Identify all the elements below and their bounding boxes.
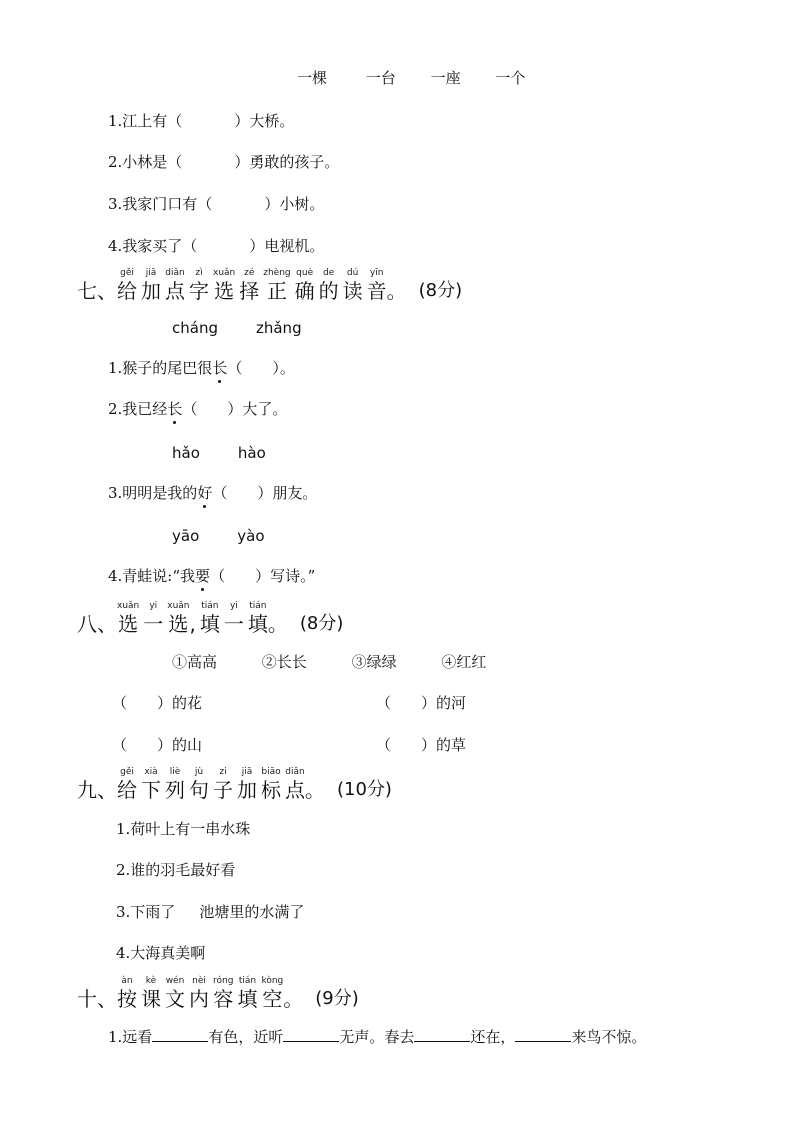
text-segment: 3.下雨了 <box>116 903 176 921</box>
text-segment: ）电视机。 <box>249 237 325 255</box>
option-word: 一棵 <box>297 69 328 87</box>
pinyin-character <box>237 767 257 801</box>
pinyin-annotation: kè <box>145 976 157 986</box>
text-segment: 4.我家买了（ <box>108 237 198 255</box>
pinyin-annotation: xuǎn <box>213 268 236 278</box>
text-segment: 1.江上有（ <box>108 112 183 130</box>
option-word: 一台 <box>365 69 396 87</box>
title-character: 课 <box>141 987 161 1011</box>
text-segment: 1.猴子的尾巴很 <box>108 359 213 377</box>
dotted-char: 长 <box>167 400 183 418</box>
pinyin-character <box>200 601 220 635</box>
pinyin-annotation: què <box>296 268 314 278</box>
text-segment: ②长长 <box>261 653 307 671</box>
pinyin-annotation: jiā <box>241 767 253 777</box>
section-score: (9分) <box>315 988 359 1009</box>
title-character: 句 <box>189 778 209 802</box>
pinyin-character <box>319 268 339 302</box>
text-segment: 。 <box>267 612 288 636</box>
title-character: 点 <box>285 778 305 802</box>
text-segment: , <box>189 612 196 636</box>
pinyin-annotation: de <box>323 268 335 278</box>
pinyin-annotation: nèi <box>192 976 206 986</box>
answer-blank[interactable] <box>414 1027 470 1042</box>
dotted-char: 好 <box>197 484 213 502</box>
pinyin-annotation: dú <box>346 268 359 278</box>
pinyin-character <box>261 767 281 801</box>
section-heading-8 <box>77 601 343 635</box>
text-segment: 。 <box>283 987 304 1011</box>
title-character: 一 <box>143 612 164 636</box>
section-number: 八、 <box>77 612 117 636</box>
text-segment: ）大桥。 <box>234 112 295 130</box>
section-number: 十、 <box>77 987 117 1011</box>
section-score: (8分) <box>299 613 344 634</box>
title-character: 下 <box>141 778 161 802</box>
pinyin-character <box>189 976 209 1010</box>
fill-item: （ ）的花 <box>112 694 203 712</box>
title-character: 正 <box>266 279 287 303</box>
option-word: 一个 <box>495 69 526 87</box>
pinyin-annotation: àn <box>121 976 133 986</box>
pinyin-annotation: xuǎn <box>167 601 190 611</box>
text-segment: 。 <box>386 279 407 303</box>
title-character: 确 <box>294 279 315 303</box>
question-line <box>108 110 294 131</box>
pinyin-character <box>224 601 244 635</box>
pinyin-annotation: zé <box>244 268 255 278</box>
pinyin-annotation: tián <box>201 601 219 611</box>
question-line <box>108 357 295 378</box>
pinyin-character <box>189 767 209 801</box>
section-number: 七、 <box>77 279 117 303</box>
pinyin-character <box>285 767 305 801</box>
title-character: 标 <box>261 778 281 802</box>
pinyin-character <box>343 268 363 302</box>
text-segment: zhǎng <box>255 319 302 337</box>
pinyin-character <box>165 767 185 801</box>
answer-blank[interactable] <box>515 1027 571 1042</box>
text-segment: 2.我已经 <box>108 400 168 418</box>
text-segment: 4.青蛙说:“我 <box>108 567 196 585</box>
pinyin-annotation: diǎn <box>165 268 185 278</box>
fill-item: （ ）的河 <box>376 694 467 712</box>
pinyin-annotation: zì <box>195 268 203 278</box>
pinyin-character <box>141 976 161 1010</box>
question-line <box>108 398 287 419</box>
pinyin-choices <box>172 527 265 545</box>
text-segment: ）小树。 <box>264 195 325 213</box>
pinyin-annotation: jù <box>194 767 204 777</box>
title-character: 文 <box>165 987 185 1011</box>
title-character: 选 <box>214 279 235 303</box>
pinyin-character <box>237 976 257 1010</box>
pinyin-character <box>213 268 235 302</box>
pinyin-character <box>189 268 209 302</box>
title-character: 点 <box>165 279 185 303</box>
pinyin-character <box>367 268 387 302</box>
pinyin-character <box>165 976 185 1010</box>
dotted-char: 要 <box>195 567 211 585</box>
pinyin-character <box>248 601 268 635</box>
text-segment: （ ）。 <box>227 359 295 377</box>
section-heading-7 <box>77 268 462 302</box>
question-line: 1.荷叶上有一串水珠 <box>116 820 251 838</box>
question-line: 4.大海真美啊 <box>116 944 206 962</box>
title-character: 给 <box>117 279 137 303</box>
pinyin-annotation: tián <box>238 976 257 986</box>
pinyin-character <box>295 268 315 302</box>
text-segment: 无声。春去 <box>339 1028 415 1046</box>
pinyin-annotation: xià <box>144 767 158 777</box>
pinyin-annotation: tián <box>249 601 267 611</box>
title-character: 一 <box>223 612 244 636</box>
pinyin-character <box>143 601 163 635</box>
title-character: 的 <box>318 279 339 303</box>
fill-item: （ ）的山 <box>112 736 203 754</box>
pinyin-annotation: yi <box>149 601 158 611</box>
text-segment: 2.小林是（ <box>108 153 183 171</box>
pinyin-character <box>117 268 137 302</box>
pinyin-character <box>263 268 290 302</box>
pinyin-character <box>141 767 161 801</box>
pinyin-annotation: róng <box>213 976 234 986</box>
pinyin-character <box>213 976 233 1010</box>
pinyin-choices <box>172 444 266 462</box>
text-segment: yāo <box>172 527 200 545</box>
pinyin-character <box>117 976 137 1010</box>
title-character: 列 <box>165 778 185 802</box>
section-heading-10 <box>77 976 359 1010</box>
text-segment: ）勇敢的孩子。 <box>234 153 340 171</box>
text-segment: （ ）朋友。 <box>212 484 318 502</box>
pinyin-annotation: zi <box>219 767 227 777</box>
text-segment: 1.远看 <box>108 1028 153 1046</box>
title-character: 填 <box>199 612 220 636</box>
fill-item: （ ）的草 <box>376 736 467 754</box>
text-segment: （ ）大了。 <box>182 400 288 418</box>
measure-word-options <box>297 67 525 88</box>
text-segment: ④红红 <box>441 653 487 671</box>
choice-options <box>172 651 486 672</box>
title-character: 按 <box>117 987 137 1011</box>
question-line: 2.谁的羽毛最好看 <box>116 861 236 879</box>
title-character: 填 <box>237 987 258 1011</box>
pinyin-annotation: zhèng <box>263 268 291 278</box>
pinyin-character <box>117 767 137 801</box>
text-segment: 池塘里的水满了 <box>199 903 305 921</box>
text-segment: 来鸟不惊。 <box>571 1028 647 1046</box>
pinyin-character <box>141 268 161 302</box>
text-segment: 。 <box>305 778 325 802</box>
pinyin-annotation: jiā <box>145 268 157 278</box>
pinyin-annotation: wén <box>165 976 185 986</box>
text-segment: ③绿绿 <box>351 653 397 671</box>
pinyin-character <box>117 601 139 635</box>
title-character: 空 <box>262 987 283 1011</box>
section-score: (10分) <box>337 779 392 800</box>
title-character: 择 <box>239 279 260 303</box>
question-line <box>108 151 339 172</box>
text-segment: cháng <box>172 319 218 337</box>
text-segment: （ ）写诗。” <box>210 567 316 585</box>
text-segment: yào <box>237 527 265 545</box>
pinyin-annotation: diǎn <box>285 767 305 777</box>
answer-blank[interactable] <box>152 1027 208 1042</box>
question-line <box>108 193 324 214</box>
text-segment: hào <box>237 444 266 462</box>
title-character: 字 <box>189 279 209 303</box>
pinyin-character <box>167 601 189 635</box>
pinyin-annotation: gěi <box>120 268 134 278</box>
title-character: 加 <box>141 279 161 303</box>
pinyin-annotation: yīn <box>369 268 384 278</box>
question-line <box>108 565 315 586</box>
question-line <box>108 235 324 256</box>
dotted-char: 长 <box>212 359 228 377</box>
title-character: 给 <box>117 778 137 802</box>
text-segment: 还在， <box>470 1028 516 1046</box>
pinyin-annotation: xuǎn <box>117 601 140 611</box>
text-segment: 3.明明是我的 <box>108 484 198 502</box>
title-character: 选 <box>168 612 189 636</box>
question-line <box>116 901 304 922</box>
pinyin-character <box>213 767 233 801</box>
title-character: 加 <box>237 778 257 802</box>
section-heading-9 <box>77 767 392 801</box>
option-word: 一座 <box>430 69 461 87</box>
pinyin-character <box>261 976 283 1010</box>
answer-blank[interactable] <box>283 1027 339 1042</box>
text-segment: 3.我家门口有（ <box>108 195 213 213</box>
title-character: 容 <box>213 987 234 1011</box>
title-character: 读 <box>342 279 363 303</box>
text-segment: ①高高 <box>172 653 218 671</box>
pinyin-annotation: biāo <box>261 767 281 777</box>
text-segment: 有色，近听 <box>208 1028 284 1046</box>
title-character: 填 <box>247 612 268 636</box>
section-number: 九、 <box>77 778 117 802</box>
question-line <box>108 482 317 503</box>
title-character: 内 <box>189 987 209 1011</box>
title-character: 选 <box>118 612 139 636</box>
pinyin-annotation: yi <box>229 601 238 611</box>
title-character: 音 <box>366 279 387 303</box>
pinyin-annotation: gěi <box>120 767 134 777</box>
pinyin-character <box>239 268 259 302</box>
title-character: 子 <box>213 778 233 802</box>
pinyin-choices <box>172 319 302 337</box>
pinyin-annotation: kòng <box>261 976 284 986</box>
pinyin-annotation: liè <box>169 767 181 777</box>
section-score: (8分) <box>418 280 463 301</box>
question-line <box>108 1026 646 1047</box>
pinyin-character <box>165 268 185 302</box>
text-segment: hǎo <box>172 444 200 462</box>
